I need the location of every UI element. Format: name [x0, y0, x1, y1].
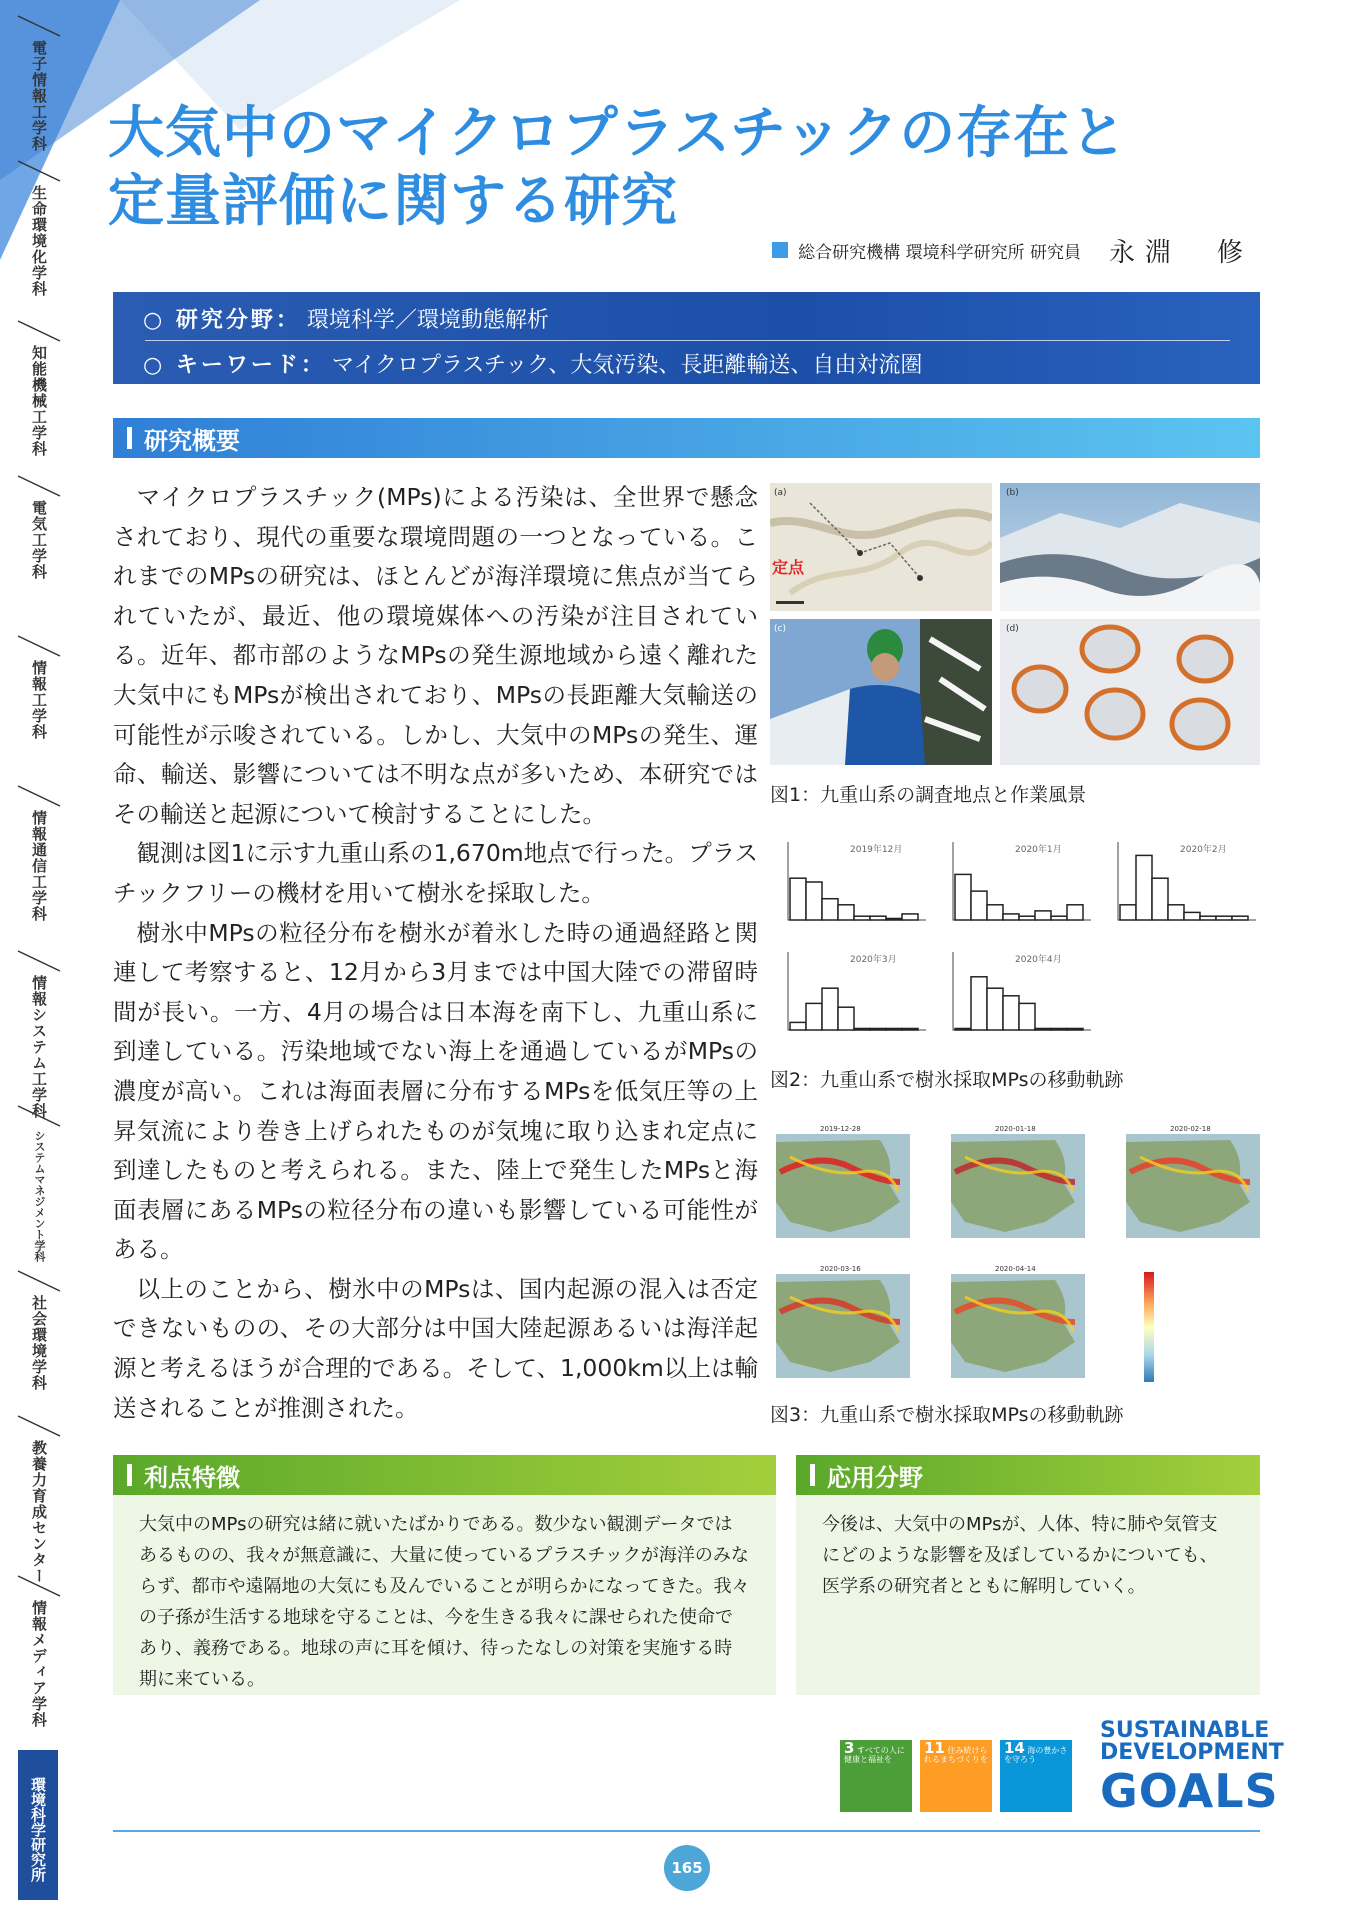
sdg-tile-11 [920, 1740, 992, 1812]
research-field-label: ○ 研究分野： [143, 307, 301, 333]
side-tab-active[interactable]: 環境科学研究所 [18, 1750, 58, 1900]
histogram-bar [1003, 996, 1019, 1030]
page-number: 165 [664, 1845, 710, 1891]
page-title [108, 100, 1258, 236]
side-tab-0[interactable]: 電子情報工学科 [30, 40, 48, 152]
side-tab-10[interactable]: 情報メディア学科 [30, 1600, 48, 1728]
trajectory-map-2 [1120, 1122, 1262, 1250]
histogram-bar [1003, 914, 1019, 920]
histogram-title: 2020年3月 [850, 955, 897, 965]
title-line-2: 定量評価に関する研究 [108, 169, 678, 234]
histogram-bar [1035, 1028, 1051, 1030]
histogram-bar [886, 1028, 902, 1030]
histogram-title: 2020年2月 [1180, 845, 1227, 855]
sdg-tile-text: 海の豊かさを守ろう [1004, 1746, 1068, 1764]
histogram-bar [854, 1028, 870, 1030]
histogram-bar [822, 988, 838, 1030]
histogram-bar [1019, 1003, 1035, 1030]
histogram-panel-1 [935, 838, 1093, 938]
paragraph: 以上のことから、樹氷中のMPsは、国内起源の混入は否定できないものの、その大部分は中国大陸起源あるいは海洋起源と考えるほうが合理的である。そして、1,000km以上は輸送されることが推測された。 [113, 1274, 758, 1422]
histogram-panel-3 [770, 948, 928, 1048]
map-date-label: 2020-01-18 [995, 1125, 1036, 1133]
benefit-text: 大気中のMPsの研究は緒に就いたばかりである。数少ない観測データではあるものの、我々が無意識に、大量に使っているプラスチックが海洋のみならず、都市や遠隔地の大気にも及んでいることが明らかになってきた。我々の子孫が生活する地球を守ることは、今を生きる我々に課せられた使命であり、義務である。地球の声に耳を傾け、待ったなしの対策を実施する時期に来ている。 [113, 1495, 776, 1695]
header-bar-icon [810, 1464, 815, 1486]
section-title: 応用分野 [827, 1463, 923, 1492]
histogram-bar [1035, 911, 1051, 920]
application-text: 今後は、大気中のMPsが、人体、特に肺や気管支にどのような影響を及ぼしているかについても、医学系の研究者とともに解明していく。 [796, 1495, 1260, 1695]
bullet-square-icon [772, 242, 788, 258]
histogram-bar [1232, 916, 1248, 920]
figure-1c-photo [770, 619, 992, 765]
paragraph: 樹氷中MPsの粒径分布を樹氷が着氷した時の通過経路と関連して考察すると、12月から3月までは中国大陸での滞留時間が長い。一方、4月の場合は日本海を南下し、九重山系に到達している。汚染地域でない海上を通過しているがMPsの濃度が高い。これは海面表層に分布するMPsを低気圧等の上昇気流により巻き上げられたものが気塊に取り込まれ定点に到達したものと考えられる。また、陸上で発生したMPsと海面表層にあるMPsの粒径分布の違いも影響している可能性がある。 [113, 918, 758, 1264]
figure-1 [770, 483, 1260, 765]
trajectory-map-3 [770, 1262, 912, 1390]
fixed-point-label: 定点 [772, 558, 805, 577]
sdg-tile-3 [840, 1740, 912, 1812]
keyword-value: マイクロプラスチック、大気汚染、長距離輸送、自由対流圏 [331, 352, 923, 378]
author-name: 永淵 修 [1108, 237, 1253, 268]
side-divider-icon [16, 1414, 62, 1438]
side-divider-icon [16, 784, 62, 808]
section-title: 研究概要 [144, 426, 240, 455]
figure-3 [770, 1122, 1260, 1392]
author-line [772, 230, 1253, 270]
figure-1a-label: (a) [774, 488, 787, 498]
histogram-bar [822, 899, 838, 920]
side-divider-icon [16, 1574, 62, 1598]
side-divider-icon [16, 634, 62, 658]
figure-1d-label: (d) [1006, 624, 1019, 634]
figure-1c-label: (c) [774, 624, 786, 634]
figure-2-caption: 図2：九重山系で樹氷採取MPsの移動軌跡 [770, 1069, 1124, 1091]
histogram-bar [806, 882, 822, 920]
side-divider-icon [16, 1269, 62, 1293]
histogram-bar [1067, 1028, 1083, 1030]
map-date-label: 2020-02-18 [1170, 1125, 1211, 1133]
sdg-tile-14 [1000, 1740, 1072, 1812]
histogram-bar [838, 1007, 854, 1030]
paragraph: 観測は図1に示す九重山系の1,670m地点で行った。プラスチックフリーの機材を用いて樹氷を採取した。 [113, 839, 758, 907]
footer-divider [113, 1830, 1260, 1832]
side-divider-icon [16, 319, 62, 343]
side-tab-3[interactable]: 電気工学科 [30, 500, 48, 580]
overview-body [113, 478, 758, 1428]
figure-1-caption: 図1：九重山系の調査地点と作業風景 [770, 784, 1087, 806]
histogram-bar [854, 916, 870, 920]
figure-1b-photo [1000, 483, 1260, 611]
histogram-bar [955, 1028, 971, 1030]
histogram-panel-4 [935, 948, 1093, 1048]
histogram-bar [987, 905, 1003, 920]
sdg-number: 3 [844, 1739, 855, 1757]
sdg-tile-text: 住み続けられるまちづくりを [924, 1746, 988, 1764]
trajectory-map-1 [945, 1122, 1087, 1250]
trajectory-map-4 [945, 1262, 1087, 1390]
paragraph: マイクロプラスチック(MPs)による汚染は、全世界で懸念されており、現代の重要な環境問題の一つとなっている。これまでのMPsの研究は、ほとんどが海洋環境に焦点が当てられていたが、最近、他の環境媒体への汚染が注目されている。近年、都市部のようなMPsの発生源地域から遠く離れた大気中にもMPsが検出されており、MPsの長距離大気輸送の可能性が示唆されている。しかし、大気中のMPsの発生、運命、輸送、影響については不明な点が多いため、本研究ではその輸送と起源について検討することにした。 [113, 483, 758, 828]
header-bar-icon [127, 1464, 132, 1486]
section-header-benefit [113, 1455, 776, 1495]
keyword-row [143, 343, 1230, 383]
histogram-bar [886, 918, 902, 920]
histogram-title: 2020年4月 [1015, 955, 1062, 965]
section-title: 利点特徴 [144, 1463, 240, 1492]
histogram-bar [1019, 916, 1035, 920]
research-field-box [113, 292, 1260, 384]
figure-2 [770, 838, 1260, 1048]
histogram-bar [870, 916, 886, 920]
trajectory-map-0 [770, 1122, 912, 1250]
side-tab-7[interactable]: システムマネジメント学科 [33, 1130, 46, 1262]
histogram-bar [955, 874, 971, 920]
sdg-line-2: DEVELOPMENT [1100, 1740, 1284, 1765]
sdg-tile-text: すべての人に健康と福祉を [844, 1746, 905, 1764]
side-tab-6[interactable]: 情報システム工学科 [30, 975, 48, 1119]
figure-1a-map [770, 483, 992, 611]
side-navigation [0, 40, 72, 1920]
side-tab-5[interactable]: 情報通信工学科 [30, 810, 48, 922]
side-divider-icon [16, 949, 62, 973]
side-divider-icon [16, 1104, 62, 1128]
section-header-overview [113, 418, 1260, 458]
histogram-bar [902, 1028, 918, 1030]
histogram-bar [870, 1028, 886, 1030]
sdg-line-1: SUSTAINABLE [1100, 1718, 1270, 1743]
histogram-bar [1184, 912, 1200, 920]
side-tab-8[interactable]: 社会環境学科 [30, 1295, 48, 1391]
map-date-label: 2020-04-14 [995, 1265, 1036, 1273]
colorbar [1140, 1272, 1160, 1382]
histogram-bar [1216, 916, 1232, 920]
sdg-logo [1100, 1718, 1284, 1818]
histogram-bar [1200, 916, 1216, 920]
histogram-bar [1051, 1028, 1067, 1030]
histogram-bar [1120, 905, 1136, 920]
histogram-bar [971, 977, 987, 1030]
sdg-number: 14 [1004, 1739, 1025, 1757]
histogram-bar [902, 914, 918, 920]
histogram-bar [1168, 905, 1184, 920]
figure-1b-label: (b) [1006, 488, 1019, 498]
histogram-bar [1051, 916, 1067, 920]
sdg-number: 11 [924, 1739, 945, 1757]
histogram-bar [1152, 878, 1168, 920]
research-field-value: 環境科学／環境動態解析 [306, 307, 549, 333]
section-header-apply [796, 1455, 1260, 1495]
histogram-bar [838, 905, 854, 920]
side-divider-icon [16, 14, 62, 38]
histogram-bar [987, 988, 1003, 1030]
histogram-bar [1067, 905, 1083, 920]
side-divider-icon [16, 159, 62, 183]
histogram-bar [790, 1022, 806, 1030]
research-field-row [143, 298, 1230, 338]
figure-1d-photo [1000, 619, 1260, 765]
figure-3-caption: 図3：九重山系で樹氷採取MPsの移動軌跡 [770, 1404, 1124, 1426]
side-tab-9[interactable]: 教養力育成センター [30, 1440, 48, 1584]
map-date-label: 2019-12-28 [820, 1125, 861, 1133]
keyword-label: ○ キーワード： [143, 352, 326, 378]
histogram-panel-0 [770, 838, 928, 938]
side-tab-1[interactable]: 生命環境化学科 [30, 185, 48, 297]
histogram-bar [806, 1003, 822, 1030]
side-tab-4[interactable]: 情報工学科 [30, 660, 48, 740]
divider [145, 340, 1230, 341]
side-tab-2[interactable]: 知能機械工学科 [30, 345, 48, 457]
map-date-label: 2020-03-16 [820, 1265, 861, 1273]
header-bar-icon [127, 427, 132, 449]
histogram-panel-2 [1100, 838, 1258, 938]
title-line-1: 大気中のマイクロプラスチックの存在と [108, 101, 1128, 166]
sdg-goals: GOALS [1100, 1764, 1279, 1818]
histogram-title: 2019年12月 [850, 845, 903, 855]
histogram-bar [1136, 855, 1152, 920]
histogram-bar [790, 878, 806, 920]
side-divider-icon [16, 474, 62, 498]
histogram-title: 2020年1月 [1015, 845, 1062, 855]
affiliation: 総合研究機構 環境科学研究所 研究員 [798, 242, 1081, 263]
histogram-bar [971, 891, 987, 920]
